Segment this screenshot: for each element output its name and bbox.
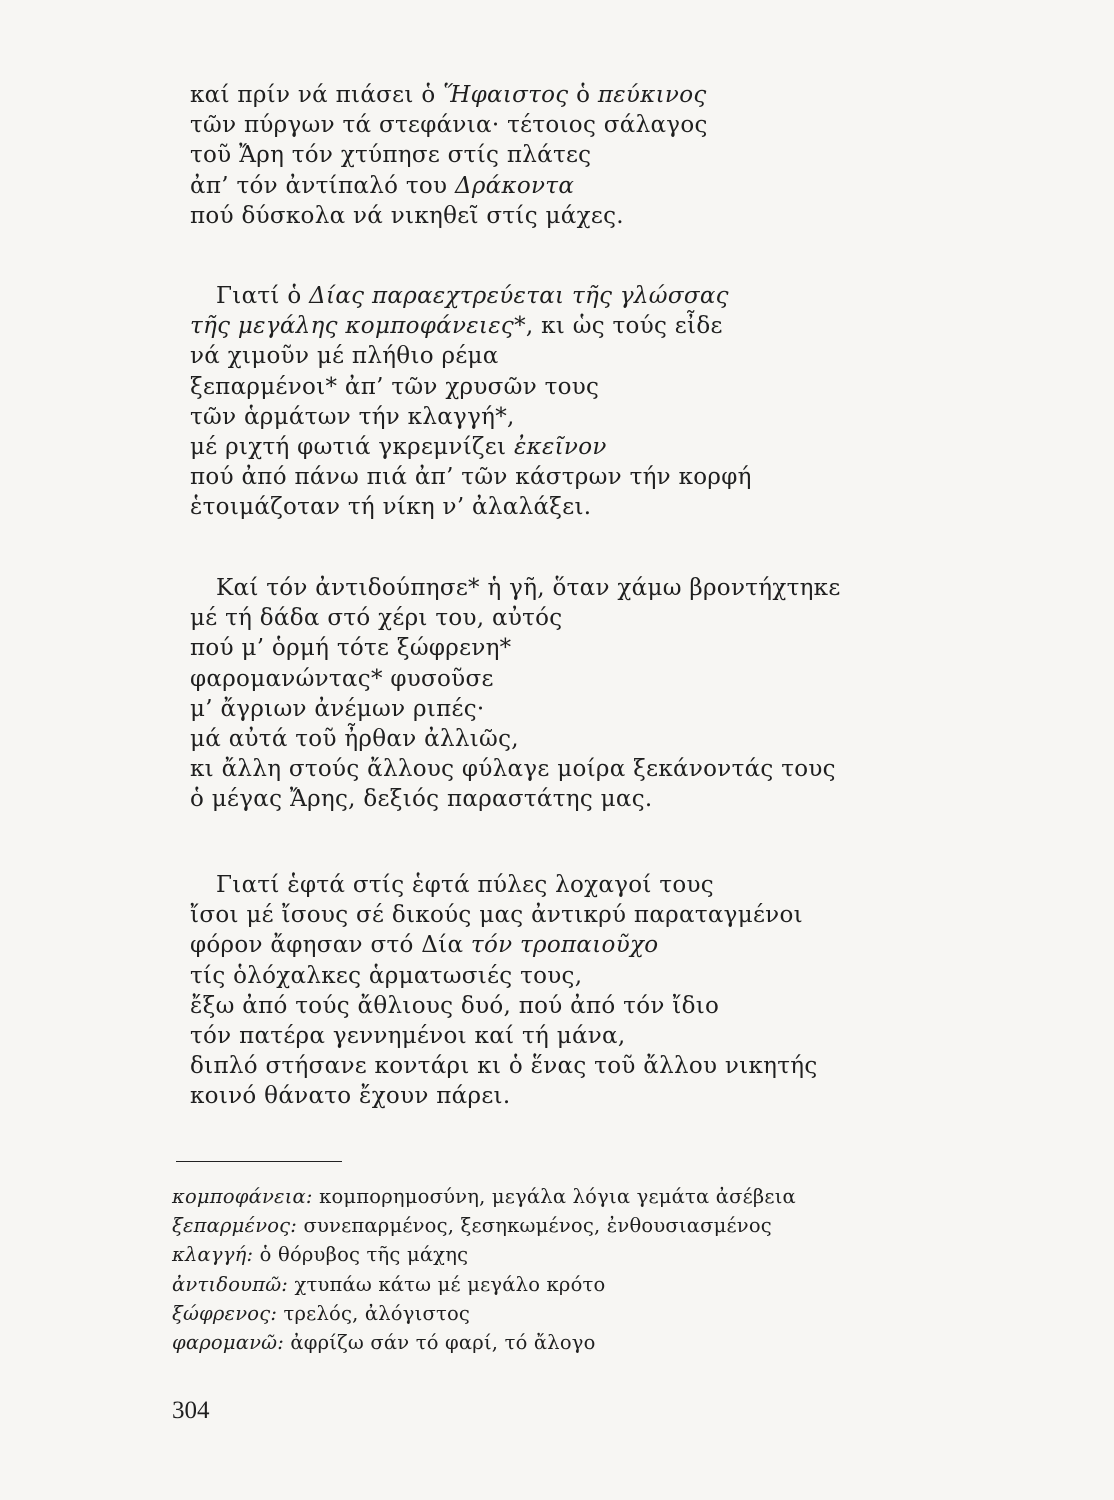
text-run: μέ ριχτή φωτιά γκρεμνίζει [190, 434, 514, 460]
text-run: φόρον ἄφησαν στό Δία [190, 932, 471, 959]
text-run: τῶν πύργων τά στεφάνια· τέτοιος σάλαγος [190, 112, 708, 139]
text-run: *, κι ὡς τούς εἶδε [514, 313, 723, 340]
italic-text: Ἥφαιστος [443, 82, 569, 108]
text-run [364, 283, 372, 309]
poem-line [190, 932, 658, 958]
text-run: ἀπ’ τόν ἀντίπαλό του [190, 172, 455, 199]
footnote-term: φαρομανῶ: [172, 1331, 284, 1354]
poem-line [216, 283, 729, 309]
text-run: ἔξω ἀπό τούς ἄθλιους δυό, πού ἀπό τόν ἴδιο [190, 992, 720, 1019]
poem-line [190, 1083, 510, 1109]
text-run: μ’ ἄγριων ἀνέμων ριπές· [190, 695, 485, 722]
poem-line [216, 872, 714, 898]
text-run: διπλό στήσανε κοντάρι κι ὁ ἕνας τοῦ ἄλλου νικητής [190, 1053, 818, 1080]
footnote-term: κομποφάνεια: [172, 1185, 313, 1208]
poem-line [190, 112, 708, 138]
poem-line [190, 605, 563, 631]
footnote [172, 1331, 596, 1354]
footnote-definition: τρελός, ἀλόγιστος [277, 1301, 471, 1325]
text-run: φαρομανώντας* φυσοῦσε [190, 665, 494, 692]
text-run: τόν πατέρα γεννημένοι καί τή μάνα, [190, 1023, 626, 1049]
text-run: νά χιμοῦν μέ πλήθιο ρέμα [190, 343, 499, 370]
poem-line [190, 786, 653, 812]
poem-line [190, 993, 719, 1019]
poem-line [190, 82, 707, 108]
text-run: ἴσοι μέ ἴσους σέ δικούς μας ἀντικρύ παραταγμένοι [190, 902, 803, 929]
footnote-definition: ὁ θόρυβος τῆς μάχης [253, 1243, 469, 1267]
poem-line [190, 313, 723, 339]
footnote-definition: χτυπάω κάτω μέ μεγάλο κρότο [288, 1272, 606, 1296]
italic-text: τόν τροπαιοῦχο [470, 932, 659, 959]
poem-line [190, 902, 803, 928]
footnote-divider [176, 1161, 342, 1162]
text-run: ἑτοιμάζοταν τή νίκη ν’ ἀλαλάξει. [190, 494, 592, 521]
text-run: Γιατί ὁ [216, 283, 310, 309]
italic-text: ἐκεῖνον [513, 434, 607, 460]
footnote-term: ἀντιδουπῶ: [172, 1272, 289, 1296]
poem-line [190, 343, 499, 369]
poem-line [190, 203, 624, 229]
text-run: τοῦ Ἄρη τόν χτύπησε στίς πλάτες [190, 142, 592, 169]
poem-line [190, 374, 599, 400]
text-run: Καί τόν ἀντιδούπησε* ἡ γῆ, ὅταν χάμω βροντήχτηκε [216, 575, 841, 601]
footnote-definition: συνεπαρμένος, ξεσηκωμένος, ἐνθουσιασμένος [297, 1214, 772, 1238]
poem-line [190, 696, 485, 722]
footnote-definition: κομπορημοσύνη, μεγάλα λόγια γεμάτα ἀσέβεια [312, 1185, 796, 1208]
poem-line [190, 173, 574, 199]
text-run: μά αὐτά τοῦ ἦρθαν ἀλλιῶς, [190, 726, 519, 752]
poem-line [190, 464, 752, 490]
text-run: πού ἀπό πάνω πιά ἀπ’ τῶν κάστρων τήν κορφή [190, 464, 752, 491]
footnote [172, 1243, 468, 1266]
poem-line [190, 404, 515, 430]
poem-line [216, 575, 841, 601]
text-run: Γιατί ἑφτά στίς ἑφτά πύλες λοχαγοί τους [216, 872, 714, 898]
text-run: πού δύσκολα νά νικηθεῖ στίς μάχες. [190, 202, 624, 229]
text-run: ὁ μέγας Ἄρης, δεξιός παραστάτης μας. [190, 786, 653, 813]
poem-line [190, 963, 582, 989]
poem-line [190, 726, 519, 752]
text-run: πού μ’ ὁρμή τότε ξώφρενη* [190, 635, 512, 662]
poem-line [190, 635, 511, 661]
text-run: κοινό θάνατο ἔχουν πάρει. [190, 1083, 511, 1110]
footnote [172, 1185, 796, 1208]
poem-line [190, 756, 836, 782]
footnote [172, 1273, 605, 1296]
poem-line [190, 1023, 626, 1049]
page-number: 304 [172, 1397, 210, 1424]
footnote-term: ξεπαρμένος: [172, 1214, 298, 1238]
italic-text: παραεχτρεύεται τῆς γλώσσας [372, 283, 729, 309]
italic-text: τῆς μεγάλης κομποφάνειες [190, 313, 515, 340]
footnote-definition: ἀφρίζω σάν τό φαρί, τό ἄλογο [284, 1331, 596, 1354]
poem-line [190, 142, 591, 168]
poem-line [190, 434, 607, 460]
text-run: τίς ὁλόχαλκες ἁρματωσιές τους, [190, 962, 583, 989]
poem-line [190, 1053, 818, 1079]
italic-text: Δράκοντα [454, 172, 575, 199]
footnote-term: κλαγγή: [172, 1243, 254, 1267]
poem-line [190, 666, 494, 692]
text-run: κι ἄλλη στούς ἄλλους φύλαγε μοίρα ξεκάνοντάς τους [190, 756, 836, 783]
text-run: καί πρίν νά πιάσει ὁ [190, 82, 444, 108]
text-run: μέ τή δάδα στό χέρι του, αὐτός [190, 605, 563, 632]
text-run: ξεπαρμένοι* ἀπ’ τῶν χρυσῶν τους [190, 373, 600, 400]
poem-line [190, 494, 591, 520]
footnote [172, 1214, 772, 1237]
text-run: τῶν ἁρμάτων τήν κλαγγή*, [190, 403, 515, 430]
italic-text: πεύκινος [597, 82, 707, 108]
text-run: ὁ [568, 82, 598, 108]
footnote-term: ξώφρενος: [172, 1301, 278, 1325]
footnote [172, 1302, 470, 1325]
italic-text: Δίας [309, 283, 365, 309]
